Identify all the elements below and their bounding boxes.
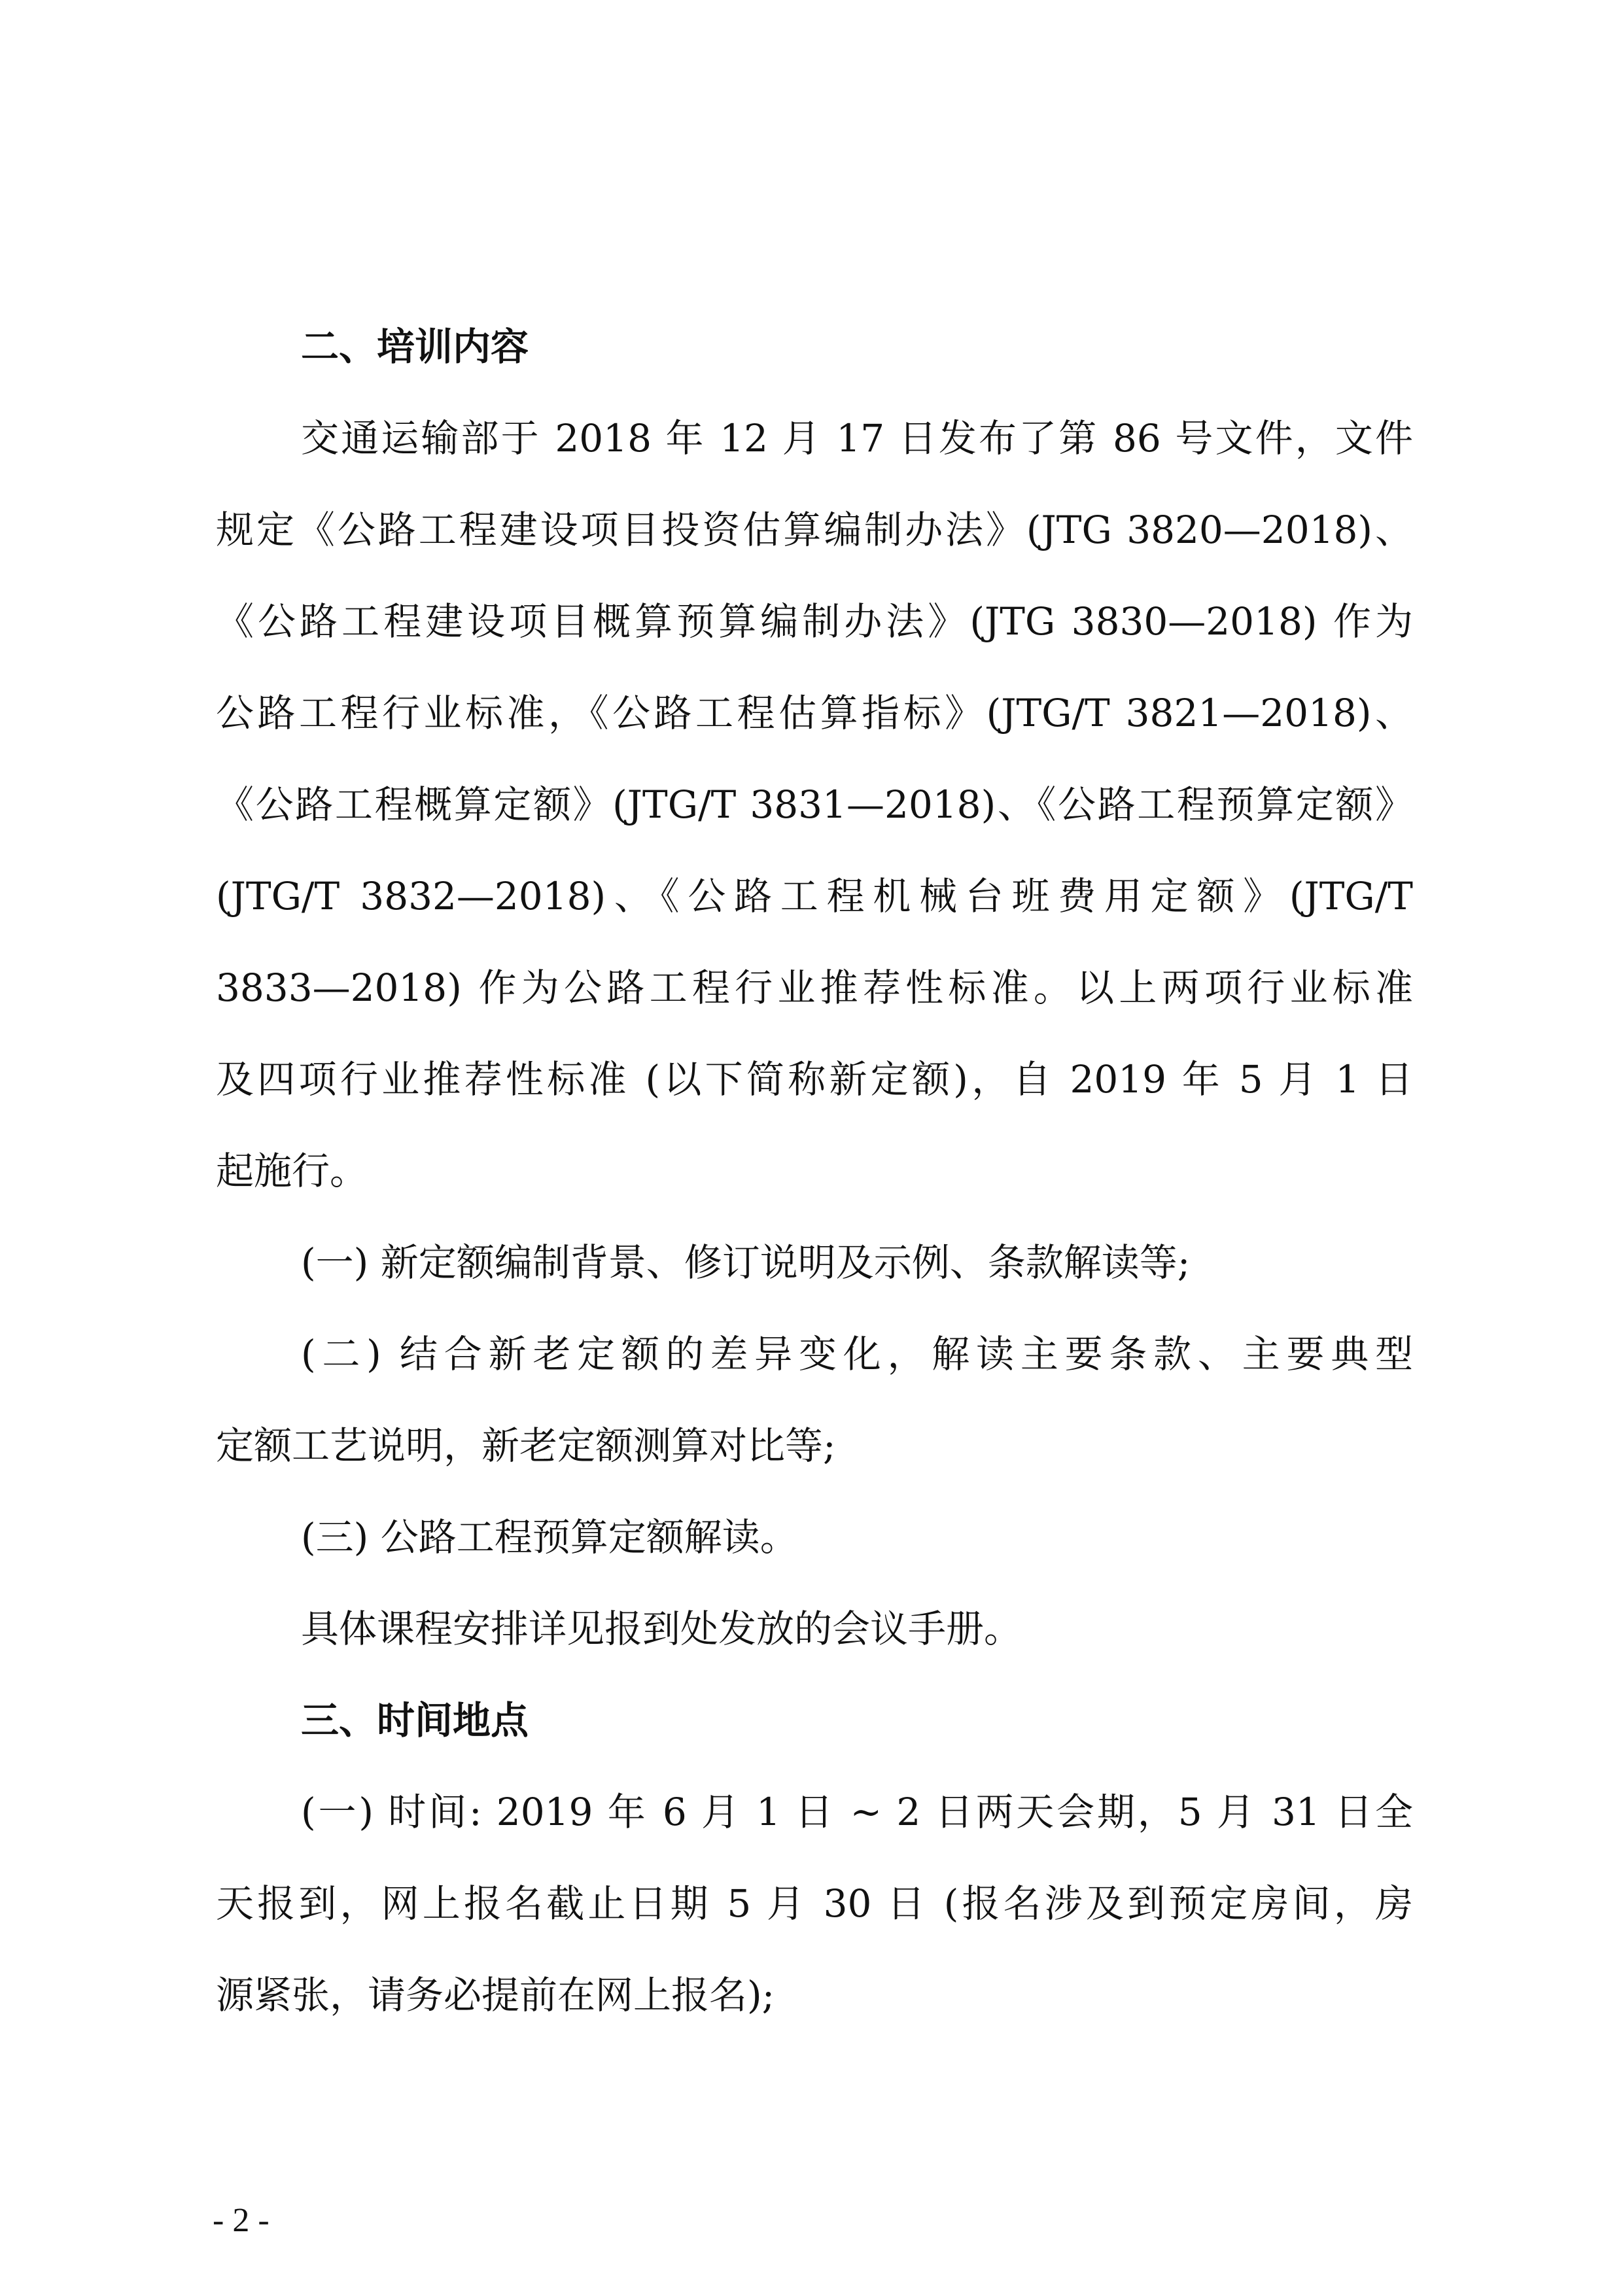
paragraph-line: 3833—2018) 作为公路工程行业推荐性标准。以上两项行业标准 <box>216 965 1413 1010</box>
section-heading-training-content: 二、培训内容 <box>301 324 529 369</box>
list-item-differences-cont: 定额工艺说明，新老定额测算对比等; <box>216 1423 836 1468</box>
list-item-time-cont: 天报到，网上报名截止日期 5 月 30 日 (报名涉及到预定房间，房 <box>216 1881 1413 1926</box>
paragraph-line: 及四项行业推荐性标准 (以下简称新定额)，自 2019 年 5 月 1 日 <box>216 1057 1413 1102</box>
paragraph-line: 规定《公路工程建设项目投资估算编制办法》(JTG 3820—2018)、 <box>216 508 1413 552</box>
list-item-differences: (二) 结合新老定额的差异变化，解读主要条款、主要典型 <box>301 1332 1413 1376</box>
list-item-budget-quota: (三) 公路工程预算定额解读。 <box>301 1515 798 1559</box>
list-item-time: (一) 时间: 2019 年 6 月 1 日 ~ 2 日两天会期，5 月 31 日全 <box>301 1790 1413 1834</box>
list-item-time-cont: 源紧张，请务必提前在网上报名); <box>216 1973 775 2017</box>
section-heading-time-location: 三、时间地点 <box>301 1698 529 1743</box>
page-number: - 2 - <box>213 2202 270 2239</box>
paragraph-line: 公路工程行业标准，《公路工程估算指标》(JTG/T 3821—2018)、 <box>216 691 1413 735</box>
paragraph-line: 交通运输部于 2018 年 12 月 17 日发布了第 86 号文件，文件 <box>301 416 1413 461</box>
paragraph-line: (JTG/T 3832—2018)、《公路工程机械台班费用定额》(JTG/T <box>216 874 1413 918</box>
paragraph-line: 《公路工程概算定额》(JTG/T 3831—2018)、《公路工程预算定额》 <box>216 782 1413 827</box>
paragraph-line: 起施行。 <box>216 1149 368 1193</box>
list-item-background: (一) 新定额编制背景、修订说明及示例、条款解读等; <box>301 1240 1191 1285</box>
paragraph-line: 《公路工程建设项目概算预算编制办法》(JTG 3830—2018) 作为 <box>216 599 1413 644</box>
course-schedule-note: 具体课程安排详见报到处发放的会议手册。 <box>301 1607 1022 1651</box>
